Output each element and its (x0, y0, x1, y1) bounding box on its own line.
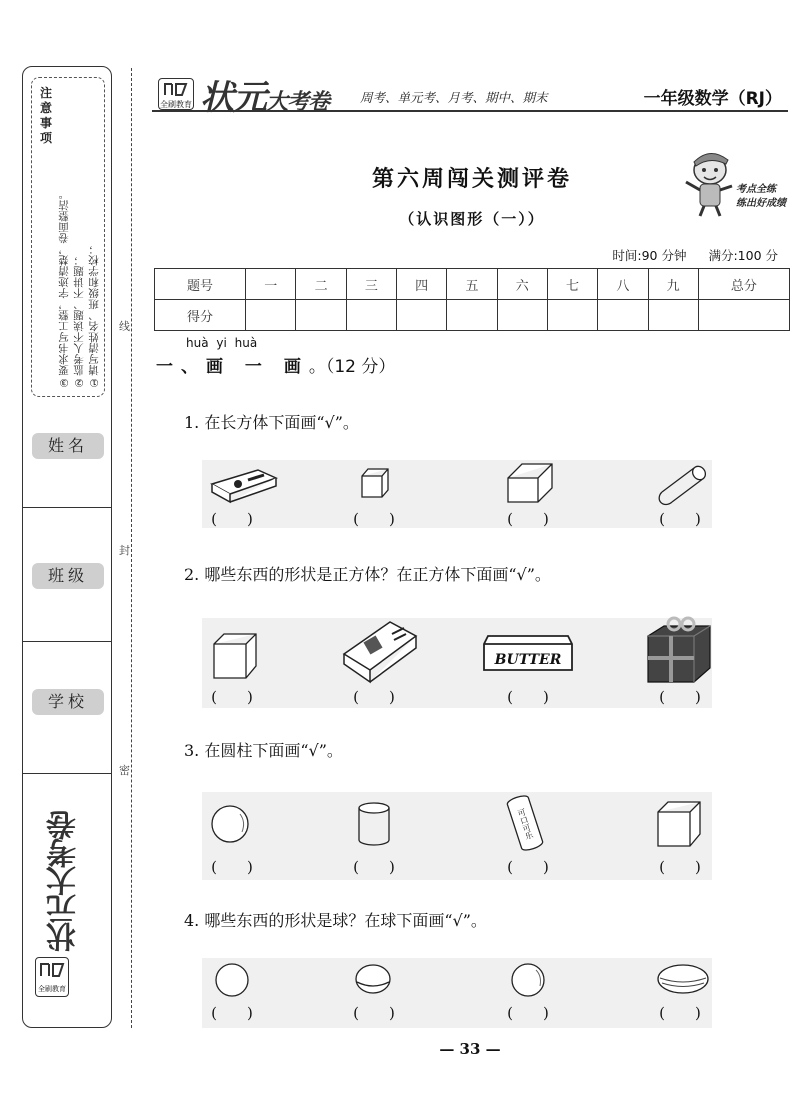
can-label: 可口可乐 (516, 807, 535, 841)
answer-paren[interactable]: ( ) (659, 858, 701, 876)
score-input[interactable] (698, 300, 789, 331)
score-input[interactable] (648, 300, 698, 331)
answer-paren[interactable]: ( ) (353, 510, 395, 528)
score-input[interactable] (397, 300, 447, 331)
table-cell: 得分 (155, 300, 246, 331)
brand-sub: 大考卷 (266, 90, 330, 115)
page-subtitle: （认识图形（一）） (399, 210, 545, 228)
question-4: 4. 哪些东西的形状是球？在球下面画“√”。 (184, 911, 487, 930)
answer-paren[interactable]: ( ) (211, 688, 253, 706)
score-input[interactable] (497, 300, 547, 331)
score-input[interactable] (296, 300, 346, 331)
score-input[interactable] (598, 300, 648, 331)
table-cell: 四 (397, 269, 447, 300)
milk-carton-icon (340, 614, 420, 686)
page-number: — 33 — (439, 1040, 501, 1058)
class-field[interactable]: 班级 (32, 563, 104, 589)
butter-box-icon (480, 626, 576, 678)
answer-band (202, 958, 712, 1028)
section-label: 一、 (156, 357, 206, 377)
table-cell: 三 (346, 269, 396, 300)
time-limit: 时间:90 分钟 (612, 248, 687, 263)
notice-line-1: ①请写清姓名、班级和学校； (88, 243, 100, 388)
publisher-icon (161, 81, 191, 97)
header-logo-text: 全刷教育 (160, 100, 192, 109)
question-1: 1. 在长方体下面画“√”。 (184, 413, 359, 432)
cut-mark-line: 线 (119, 320, 130, 333)
score-table (154, 268, 790, 331)
answer-paren[interactable]: ( ) (659, 1004, 701, 1022)
answer-paren[interactable]: ( ) (353, 1004, 395, 1022)
ellipsoid-icon (654, 962, 712, 996)
mascot-slogan-2: 练出好成绩 (736, 198, 786, 209)
school-field[interactable]: 学校 (32, 689, 104, 715)
brand-main: 状元 (200, 78, 266, 118)
cube-icon (654, 798, 704, 850)
name-field[interactable]: 姓名 (32, 433, 104, 459)
cuboid-icon (504, 460, 554, 506)
grade-subject: 一年级数学（RJ） (643, 89, 782, 109)
question-3: 3. 在圆柱下面画“√”。 (184, 741, 343, 760)
answer-paren[interactable]: ( ) (507, 858, 549, 876)
cylinder-icon (656, 462, 712, 506)
cut-mark-secret: 密 (119, 764, 130, 777)
table-cell: 总分 (698, 269, 789, 300)
answer-paren[interactable]: ( ) (659, 510, 701, 528)
side-brand-logo (31, 807, 103, 957)
notice-heading: 注意事项 (39, 86, 52, 145)
section-pinyin: huà yi huà (186, 336, 258, 350)
cut-mark-seal: 封 (119, 544, 130, 557)
box-package-icon (208, 462, 280, 504)
table-cell: 六 (497, 269, 547, 300)
table-row (155, 269, 790, 300)
page-title: 第六周闯关测评卷 (371, 167, 572, 192)
table-cell: 八 (598, 269, 648, 300)
divider (23, 507, 111, 508)
answer-paren[interactable]: ( ) (211, 1004, 253, 1022)
question-2: 2. 哪些东西的形状是正方体？在正方体下面画“√”。 (184, 565, 551, 584)
table-cell: 七 (547, 269, 597, 300)
section-title: 画 一 画 (206, 357, 309, 377)
exam-series: 周考、单元考、月考、期中、期末 (360, 90, 548, 105)
small-cube-icon (358, 466, 392, 500)
publisher-name: 全刷教育 (38, 985, 66, 993)
notice-box (31, 77, 105, 397)
table-cell: 题号 (155, 269, 246, 300)
answer-paren[interactable]: ( ) (211, 510, 253, 528)
answer-paren[interactable]: ( ) (507, 688, 549, 706)
score-input[interactable] (547, 300, 597, 331)
header-rule (152, 110, 788, 112)
butter-label: BUTTER (494, 652, 562, 668)
answer-paren[interactable]: ( ) (353, 688, 395, 706)
publisher-logo (35, 957, 69, 997)
table-cell: 二 (296, 269, 346, 300)
table-cell: 九 (648, 269, 698, 300)
disc-icon (352, 962, 394, 996)
cylinder-icon (354, 800, 394, 850)
mascot-slogan-1: 考点全练 (736, 184, 776, 195)
ball-icon (508, 960, 550, 1000)
header-logo (158, 78, 194, 110)
answer-paren[interactable]: ( ) (507, 1004, 549, 1022)
divider (23, 773, 111, 774)
notice-lines (58, 88, 102, 388)
answer-paren[interactable]: ( ) (507, 510, 549, 528)
sphere-icon (208, 802, 252, 846)
table-row (155, 300, 790, 331)
table-cell: 一 (246, 269, 296, 300)
section-heading (156, 352, 395, 377)
notice-line-3: ③要求书写工整，字迹清楚，卷面整洁。 (58, 188, 70, 388)
gift-box-icon (644, 614, 714, 686)
ball-icon (212, 960, 252, 1000)
score-input[interactable] (447, 300, 497, 331)
exam-info (612, 246, 778, 264)
section-points: 。（12 分） (308, 357, 396, 377)
answer-paren[interactable]: ( ) (353, 858, 395, 876)
answer-paren[interactable]: ( ) (211, 858, 253, 876)
answer-paren[interactable]: ( ) (659, 688, 701, 706)
full-score: 满分:100 分 (708, 248, 778, 263)
score-input[interactable] (246, 300, 296, 331)
soda-can-icon (500, 792, 550, 854)
cube-icon (210, 630, 260, 682)
divider (23, 641, 111, 642)
publisher-icon (37, 958, 67, 982)
answer-band (202, 792, 712, 880)
table-cell: 五 (447, 269, 497, 300)
notice-line-2: ②监考人不读题、不讲题； (73, 254, 85, 388)
answer-band (202, 618, 712, 708)
score-input[interactable] (346, 300, 396, 331)
side-brand-text: 状元大考卷 (47, 812, 82, 952)
